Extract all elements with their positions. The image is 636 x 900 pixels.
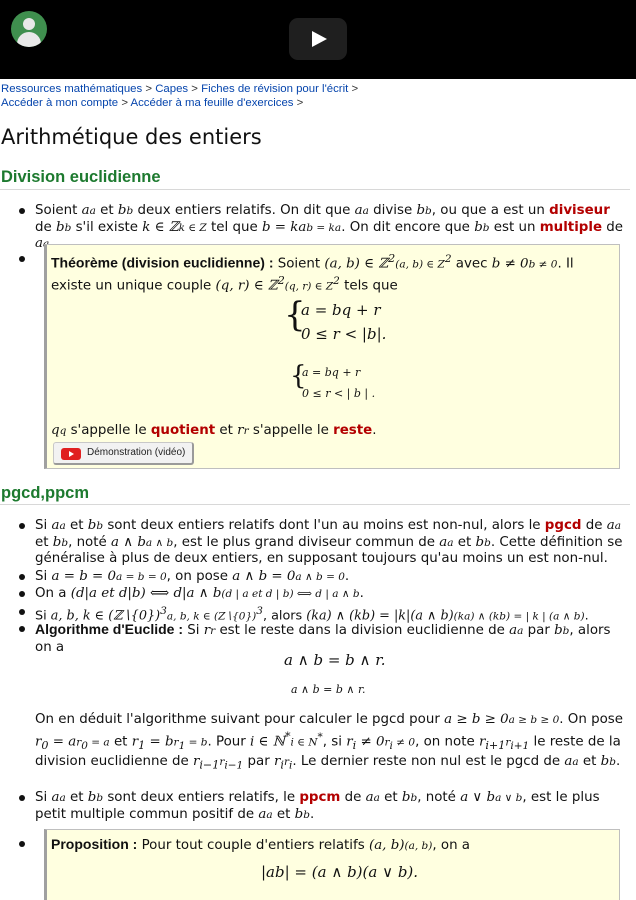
- text: et: [379, 790, 402, 805]
- math: a: [35, 236, 43, 251]
- math-alt-sub: i+1: [510, 739, 530, 752]
- list-bullet: [19, 256, 25, 262]
- math-alt: a: [89, 205, 96, 217]
- math-alt-sub: 0: [81, 739, 88, 752]
- euclid-display-formula: a ∧ b = b ∧ r.: [284, 651, 386, 669]
- math: b: [56, 219, 65, 235]
- math-alt: r: [505, 735, 511, 748]
- list-bullet: [19, 609, 25, 615]
- text: deux entiers relatifs. On dit que: [133, 203, 355, 218]
- math: (d|a et d|b) ⟺ d|a ∧ b: [70, 586, 222, 601]
- text: de: [340, 790, 366, 805]
- math-alt: r: [283, 756, 289, 769]
- euclid-algorithm-description: [35, 712, 627, 774]
- math: a ∨ b: [460, 790, 496, 805]
- math-alt-sup: 3: [256, 605, 263, 617]
- text: par: [243, 754, 274, 770]
- text: Pour tout couple d'entiers relatifs: [137, 838, 369, 853]
- math: b: [87, 790, 97, 805]
- system-line-1: a = bq + r: [301, 301, 381, 319]
- keyword-ppcm: ppcm: [299, 790, 341, 805]
- text: . Le dernier reste non nul est le pgcd de: [292, 754, 565, 770]
- text: et: [65, 518, 88, 533]
- text: . Pour: [207, 733, 251, 749]
- text: et: [578, 754, 601, 770]
- keyword-quotient: quotient: [150, 423, 216, 438]
- proposition-statement: [51, 836, 617, 855]
- math-sup: *: [284, 729, 291, 743]
- math: (ka) ∧ (kb) = |k|(a ∧ b): [306, 608, 454, 624]
- math: a, b, k ∈ (ℤ∖{0}): [50, 608, 161, 624]
- math-alt: i ∈ N: [290, 735, 318, 748]
- math: b: [401, 790, 411, 805]
- math-alt-sup: 2: [333, 274, 340, 287]
- text: et: [215, 423, 238, 438]
- text: et: [109, 733, 132, 749]
- math: a: [51, 518, 60, 533]
- math: r: [35, 733, 42, 749]
- list-bullet: [19, 795, 25, 801]
- math-alt: b: [96, 792, 104, 804]
- math: a: [354, 203, 363, 218]
- math-alt: a: [614, 520, 622, 532]
- math-alt: (a, b): [404, 840, 433, 852]
- system-line-2-alt: 0 ≤ r < | b | .: [302, 387, 376, 400]
- math-alt: a ∧ b = 0: [295, 571, 345, 583]
- text: et: [35, 534, 53, 550]
- list-item-ppcm-definition: [35, 790, 627, 823]
- math: q: [51, 423, 60, 438]
- text: . Il existe un unique couple: [51, 256, 574, 294]
- text: , ou que a est un: [431, 203, 550, 218]
- math: b: [554, 623, 563, 638]
- list-bullet: [19, 841, 25, 847]
- text: de: [602, 219, 624, 235]
- text: Soient: [35, 203, 82, 218]
- text: s'appelle le: [248, 423, 334, 438]
- breadcrumb-link-fiches[interactable]: Fiches de révision pour l'écrit: [201, 83, 349, 95]
- math: r: [131, 733, 139, 749]
- demonstration-video-button[interactable]: [53, 442, 194, 465]
- text: divise: [368, 203, 417, 218]
- list-item-pgcd-zero: [35, 569, 627, 586]
- math-alt: b: [61, 536, 69, 549]
- math: a: [258, 806, 267, 822]
- math-alt: a: [517, 625, 524, 637]
- text: , est le plus grand diviseur commun de: [173, 534, 440, 550]
- math-alt: ≠ 0: [392, 735, 416, 748]
- system-brace-alt: {: [290, 361, 307, 391]
- math-alt: a ∨ b: [495, 792, 523, 804]
- text: , on note: [415, 733, 479, 749]
- math-alt: b: [96, 520, 104, 532]
- math-alt: (a, b) ∈ Z: [395, 258, 445, 271]
- algorithm-title: Algorithme d'Euclide :: [35, 621, 184, 637]
- euclid-display-formula-alt: a ∧ b = b ∧ r.: [291, 683, 366, 696]
- proposition-box: [44, 829, 620, 900]
- theorem-title: Théorème (division euclidienne) :: [51, 254, 274, 271]
- math-sub: 0: [41, 738, 49, 752]
- theorem-conclusion: [51, 423, 617, 440]
- breadcrumb-separator: >: [191, 83, 198, 95]
- breadcrumb-link-capes[interactable]: Capes: [155, 83, 189, 95]
- text: Si: [35, 790, 52, 805]
- text: . On pose: [559, 712, 623, 727]
- math: a ∧ b = 0: [232, 569, 296, 584]
- system-brace: {: [284, 295, 306, 335]
- demonstration-label: Démonstration (vidéo): [87, 447, 186, 458]
- text: et: [453, 534, 476, 550]
- math-alt: = a: [87, 735, 110, 748]
- math: b: [294, 806, 304, 822]
- video-player-bar: [0, 0, 636, 79]
- breadcrumb-link-ressources[interactable]: Ressources mathématiques: [1, 83, 143, 95]
- text: et: [95, 203, 118, 218]
- list-bullet: [19, 208, 25, 214]
- text: par: [523, 623, 555, 638]
- text: Si: [35, 569, 52, 584]
- math-alt: b: [64, 221, 72, 234]
- keyword-diviseur: diviseur: [549, 203, 610, 218]
- math: a ∧ b: [111, 534, 146, 550]
- text: de: [581, 518, 607, 533]
- text: . Cette définition se généralise à plus de deux entiers, en supposant toujours qu'au moins un est non-nul.: [35, 534, 623, 566]
- math-alt: = b: [185, 735, 208, 748]
- youtube-icon: [61, 448, 81, 460]
- math-alt: a, b, k ∈ (Z∖{0}): [166, 610, 257, 623]
- text: , alors on a: [35, 623, 611, 655]
- math: r: [237, 423, 244, 438]
- math-alt: b: [303, 808, 310, 821]
- text: Soient: [273, 256, 325, 272]
- breadcrumb-separator: >: [121, 97, 128, 109]
- list-item-pgcd-divisor: [35, 586, 627, 603]
- math-alt: r: [219, 756, 225, 769]
- text: avec: [451, 256, 492, 272]
- math-alt-sub: i−1: [224, 759, 244, 772]
- breadcrumb: [1, 82, 358, 110]
- avatar[interactable]: [11, 11, 47, 47]
- text: , si: [322, 733, 347, 749]
- math-sup: 3: [160, 604, 167, 617]
- math-sub: i−1: [199, 758, 220, 772]
- math: b ≠ 0: [491, 256, 529, 272]
- math: = a: [48, 733, 77, 749]
- breadcrumb-separator: >: [296, 97, 304, 109]
- math: a: [439, 534, 448, 550]
- math: b: [474, 219, 483, 235]
- math-alt-sub: 1: [178, 739, 186, 752]
- system-line-1-alt: a = bq + r: [302, 366, 361, 379]
- text: , on pose: [166, 569, 233, 584]
- math: b = ka: [261, 219, 307, 235]
- math: b: [52, 534, 62, 550]
- math-sub: i: [352, 738, 357, 752]
- text: , est le plus petit multiple commun positif de: [35, 790, 600, 822]
- math: r: [192, 754, 200, 770]
- list-bullet: [19, 626, 25, 632]
- text: s'il existe: [71, 219, 143, 235]
- math-alt: a: [447, 536, 454, 549]
- math-alt: r: [210, 625, 216, 637]
- text: .: [615, 754, 621, 770]
- keyword-reste: reste: [333, 423, 373, 438]
- section-divider: [0, 189, 630, 190]
- math: a: [564, 754, 573, 770]
- avatar-head-icon: [23, 18, 35, 30]
- text: sont deux entiers relatifs, le: [103, 790, 300, 805]
- breadcrumb-separator: >: [145, 83, 153, 95]
- math: (a, b) ∈ ℤ: [324, 256, 389, 272]
- text: sont deux entiers relatifs dont l'un au moins est non-nul, alors le: [103, 518, 545, 533]
- math-alt: (d | a et d | b) ⟺ d | a ∧ b: [221, 588, 360, 600]
- text: Si: [183, 623, 204, 638]
- math: a ≥ b ≥ 0: [444, 712, 509, 727]
- text: , noté: [68, 534, 112, 550]
- math: a: [606, 518, 615, 533]
- math-alt: a: [572, 756, 579, 769]
- math-alt: (q, r) ∈ Z: [284, 280, 334, 293]
- avatar-body-icon: [17, 32, 41, 47]
- keyword-pgcd: pgcd: [544, 518, 582, 533]
- math-alt: b: [126, 205, 134, 217]
- text: et: [65, 790, 88, 805]
- math-alt: b ≠ 0: [528, 258, 558, 271]
- theorem-box: [44, 244, 620, 469]
- text: .: [309, 806, 315, 822]
- math: a = b = 0: [51, 569, 117, 584]
- math: i ∈ ℕ: [250, 733, 285, 749]
- list-bullet: [19, 591, 25, 597]
- text: tels que: [339, 278, 398, 294]
- keyword-multiple: multiple: [539, 219, 603, 235]
- math-alt: a: [59, 520, 66, 532]
- math-alt: a ∧ b: [145, 536, 174, 549]
- section-heading-division: Division euclidienne: [1, 168, 161, 186]
- breadcrumb-separator: >: [351, 83, 359, 95]
- breadcrumb-link-exercices[interactable]: Accéder à ma feuille d'exercices: [130, 97, 294, 109]
- math-sub: 1: [138, 738, 146, 752]
- math-sup: 2: [388, 252, 396, 265]
- math: k ∈ ℤ: [142, 219, 179, 235]
- math-alt: r: [76, 735, 82, 748]
- math-sub: i+1: [485, 738, 506, 752]
- math: r: [273, 754, 281, 770]
- text: , alors: [262, 608, 307, 624]
- math: r: [346, 733, 353, 749]
- math-alt: r: [173, 735, 179, 748]
- math: r: [203, 623, 211, 638]
- math: (a, b): [368, 838, 405, 853]
- breadcrumb-line-2: [1, 96, 358, 110]
- text: . On dit encore que: [341, 219, 475, 235]
- text: .: [372, 423, 377, 438]
- system-line-2: 0 ≤ r < |b|.: [301, 325, 387, 343]
- math-alt: (ka) ∧ (kb) = | k | (a ∧ b): [453, 610, 585, 623]
- math-alt-sup: *: [317, 730, 323, 743]
- math-alt: a: [373, 792, 380, 804]
- math-sub: i: [280, 758, 284, 772]
- math-alt-sub: i: [289, 759, 293, 772]
- math-alt-sup: 2: [444, 253, 452, 265]
- text: , noté: [417, 790, 461, 805]
- math: b: [87, 518, 97, 533]
- text: tel que: [206, 219, 262, 235]
- text: le reste de la division euclidienne de: [35, 733, 621, 770]
- math-alt: a ≥ b ≥ 0: [508, 714, 560, 726]
- list-bullet: [19, 523, 25, 529]
- math-alt: b = ka: [306, 221, 342, 234]
- text: s'appelle le: [66, 423, 151, 438]
- text: est un: [489, 219, 540, 235]
- math: a: [509, 623, 518, 638]
- section-heading-pgcd: pgcd,ppcm: [1, 484, 90, 502]
- list-bullet: [19, 574, 25, 580]
- text: On a: [35, 586, 71, 601]
- math: = b: [145, 733, 174, 749]
- proposition-title: Proposition :: [51, 836, 138, 852]
- text: .: [584, 608, 589, 624]
- math-sup: 2: [277, 273, 285, 287]
- play-button[interactable]: [289, 18, 347, 60]
- math: b: [475, 534, 485, 550]
- math: (q, r) ∈ ℤ: [215, 278, 278, 294]
- math-alt: b: [482, 221, 490, 234]
- math: a: [81, 203, 90, 218]
- math: ≠ 0: [356, 733, 385, 749]
- text: Si: [35, 608, 51, 624]
- math: r: [478, 733, 486, 749]
- text: .: [359, 586, 364, 601]
- math-alt: b: [609, 756, 616, 769]
- math-alt: k ∈ Z: [178, 221, 207, 234]
- text: et: [272, 806, 295, 822]
- section-divider: [0, 504, 630, 505]
- text: de: [35, 219, 56, 235]
- math: a: [365, 790, 374, 805]
- text: est le reste dans la division euclidienne de: [215, 623, 510, 638]
- breadcrumb-line-1: [1, 82, 358, 96]
- text: , on a: [432, 838, 471, 853]
- math-alt: a: [59, 792, 66, 804]
- math-alt: q: [59, 425, 67, 437]
- math-alt: a: [362, 205, 369, 217]
- proposition-display-formula: |ab| = (a ∧ b)(a ∨ b).: [261, 863, 419, 881]
- math: b: [416, 203, 426, 218]
- text: Si: [35, 518, 52, 533]
- math-alt: b: [425, 205, 432, 217]
- math-alt-sub: i: [389, 739, 393, 752]
- text: On en déduit l'algorithme suivant pour calculer le pgcd pour: [35, 712, 445, 727]
- math: b: [600, 754, 610, 770]
- math-alt: a: [266, 808, 273, 821]
- text: .: [344, 569, 350, 584]
- math-alt: r: [384, 735, 390, 748]
- math-alt: b: [410, 792, 418, 804]
- math: a: [51, 790, 60, 805]
- math-alt: b: [484, 536, 491, 549]
- theorem-statement: [51, 251, 617, 295]
- math-alt: r: [243, 425, 249, 437]
- math-alt: a = b = 0: [116, 571, 167, 583]
- math: b: [117, 203, 127, 218]
- page-title: Arithmétique des entiers: [1, 125, 262, 149]
- breadcrumb-link-compte[interactable]: Accéder à mon compte: [1, 97, 119, 109]
- list-item-pgcd-definition: [35, 518, 627, 568]
- math-alt: b: [562, 625, 570, 637]
